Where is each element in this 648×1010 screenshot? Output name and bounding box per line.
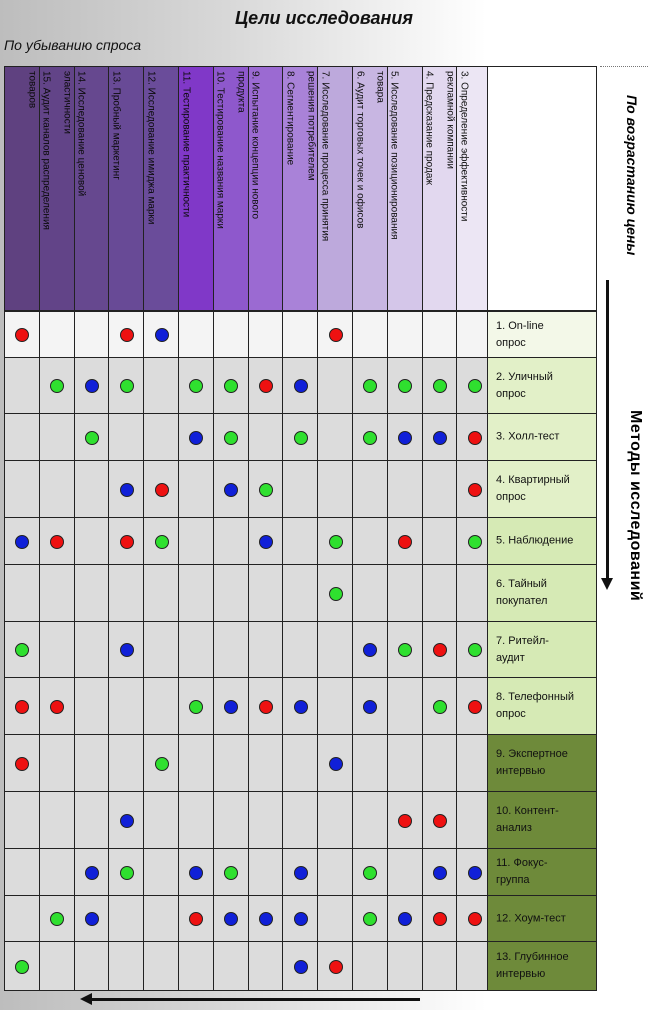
matrix-cell [108, 517, 144, 565]
matrix-cell [282, 895, 318, 942]
green-marker [363, 431, 377, 445]
matrix-cell [178, 848, 214, 896]
red-marker [398, 814, 412, 828]
method-label: 10. Контент- анализ [496, 805, 559, 834]
matrix-cell [74, 848, 110, 896]
matrix-cell [108, 941, 144, 991]
matrix-cell [248, 677, 284, 735]
matrix-cell [143, 941, 179, 991]
matrix-cell [422, 311, 458, 358]
method-row-4 [487, 460, 597, 518]
method-row-11 [487, 848, 597, 896]
red-marker [398, 535, 412, 549]
green-marker [329, 587, 343, 601]
blue-marker [85, 912, 99, 926]
red-marker [155, 483, 169, 497]
matrix-cell [108, 311, 144, 358]
matrix-cell [387, 791, 423, 849]
matrix-cell [143, 564, 179, 622]
matrix-cell [248, 734, 284, 792]
matrix-cell [213, 621, 249, 678]
blue-marker [120, 643, 134, 657]
green-marker [329, 535, 343, 549]
matrix-cell [178, 895, 214, 942]
matrix-cell [317, 564, 353, 622]
matrix-cell [317, 311, 353, 358]
matrix-cell [282, 564, 318, 622]
matrix-cell [387, 621, 423, 678]
price-arrow-line [606, 280, 609, 580]
goal-label: 10. Тестирование названия марки [214, 71, 226, 229]
green-marker [50, 379, 64, 393]
matrix-cell [108, 848, 144, 896]
matrix-cell [108, 564, 144, 622]
matrix-cell [4, 621, 40, 678]
matrix-cell [422, 413, 458, 461]
matrix-cell [74, 791, 110, 849]
matrix-cell [352, 460, 388, 518]
red-marker [259, 700, 273, 714]
goal-label: 7. Исследование процесса принятия решения потребителем [305, 71, 331, 242]
matrix-cell [352, 357, 388, 414]
green-marker [363, 379, 377, 393]
matrix-cell [282, 621, 318, 678]
matrix-cell [282, 413, 318, 461]
goal-label: 8. Сегментирование [284, 71, 296, 166]
method-label: 9. Экспертное интервью [496, 748, 568, 777]
matrix-cell [4, 895, 40, 942]
matrix-cell [387, 895, 423, 942]
blue-marker [363, 700, 377, 714]
goal-label: 13. Пробный маркетинг [110, 71, 122, 180]
matrix-cell [422, 734, 458, 792]
matrix-cell [143, 621, 179, 678]
methods-axis-label: Методы исследований [627, 410, 644, 602]
matrix-cell [352, 848, 388, 896]
red-marker [15, 757, 29, 771]
blue-marker [433, 866, 447, 880]
matrix-cell [387, 677, 423, 735]
green-marker [224, 379, 238, 393]
matrix-cell [143, 895, 179, 942]
matrix-cell [213, 357, 249, 414]
matrix-cell [213, 895, 249, 942]
matrix-cell [248, 564, 284, 622]
matrix-cell [178, 460, 214, 518]
green-marker [259, 483, 273, 497]
matrix-cell [178, 413, 214, 461]
green-marker [189, 379, 203, 393]
blue-marker [294, 866, 308, 880]
red-marker [468, 483, 482, 497]
matrix-cell [248, 941, 284, 991]
blue-marker [189, 866, 203, 880]
method-row-7 [487, 621, 597, 678]
green-marker [398, 379, 412, 393]
matrix-cell [352, 734, 388, 792]
matrix-cell [213, 791, 249, 849]
matrix-cell [213, 460, 249, 518]
matrix-cell [387, 460, 423, 518]
matrix-cell [282, 848, 318, 896]
green-marker [224, 866, 238, 880]
method-row-2 [487, 357, 597, 414]
matrix-cell [387, 848, 423, 896]
matrix-cell [352, 311, 388, 358]
matrix-cell [74, 734, 110, 792]
goal-label: 5. Исследование позиционирования товара [374, 71, 400, 240]
blue-marker [155, 328, 169, 342]
matrix-cell [422, 941, 458, 991]
matrix-cell [248, 357, 284, 414]
matrix-cell [178, 621, 214, 678]
matrix-cell [213, 311, 249, 358]
blue-marker [224, 483, 238, 497]
matrix-cell [352, 895, 388, 942]
matrix-cell [422, 564, 458, 622]
method-label: 2. Уличный опрос [496, 370, 553, 400]
demand-arrow-line [90, 998, 420, 1001]
matrix-cell [143, 517, 179, 565]
matrix-cell [317, 848, 353, 896]
blue-marker [85, 866, 99, 880]
red-marker [15, 700, 29, 714]
blue-marker [294, 379, 308, 393]
matrix-cell [422, 621, 458, 678]
demand-arrow-head-icon [80, 993, 92, 1005]
green-marker [15, 960, 29, 974]
matrix-cell [108, 791, 144, 849]
matrix-cell [387, 311, 423, 358]
matrix-cell [178, 677, 214, 735]
goal-label: 15. Аудит каналов распределения товаров [26, 71, 52, 230]
matrix-cell [39, 413, 75, 461]
matrix-cell [248, 460, 284, 518]
blue-marker [363, 643, 377, 657]
goal-label: 11. Тестирование практичности [179, 71, 191, 218]
matrix-cell [4, 517, 40, 565]
matrix-cell [74, 941, 110, 991]
matrix-cell [108, 895, 144, 942]
red-marker [329, 960, 343, 974]
method-label: 1. On-line опрос [496, 319, 544, 349]
matrix-cell [178, 311, 214, 358]
matrix-cell [178, 357, 214, 414]
matrix-cell [317, 621, 353, 678]
matrix-cell [317, 413, 353, 461]
matrix-cell [213, 848, 249, 896]
method-label: 4. Квартирный опрос [496, 474, 570, 503]
matrix-cell [39, 895, 75, 942]
method-row-9 [487, 734, 597, 792]
matrix-cell [74, 677, 110, 735]
matrix-cell [248, 311, 284, 358]
method-label: 8. Телефонный опрос [496, 691, 574, 720]
matrix-cell [143, 357, 179, 414]
matrix-cell [387, 564, 423, 622]
red-marker [120, 328, 134, 342]
red-marker [50, 700, 64, 714]
matrix-cell [213, 413, 249, 461]
matrix-cell [352, 791, 388, 849]
matrix-cell [317, 895, 353, 942]
matrix-cell [74, 357, 110, 414]
matrix-cell [74, 895, 110, 942]
matrix-cell [74, 460, 110, 518]
matrix-cell [317, 791, 353, 849]
blue-marker [398, 912, 412, 926]
red-marker [189, 912, 203, 926]
matrix-cell [143, 677, 179, 735]
matrix-cell [352, 413, 388, 461]
matrix-cell [317, 460, 353, 518]
goal-label: 6. Аудит торговых точек и офисов [353, 71, 365, 229]
matrix-cell [213, 734, 249, 792]
green-marker [155, 757, 169, 771]
green-marker [224, 431, 238, 445]
matrix-cell [39, 677, 75, 735]
method-row-13 [487, 941, 597, 991]
methods-axis-label-box [626, 410, 648, 650]
red-marker [50, 535, 64, 549]
red-marker [468, 700, 482, 714]
method-label: 5. Наблюдение [496, 534, 574, 547]
green-marker [433, 700, 447, 714]
method-row-1 [487, 311, 597, 358]
matrix-cell [387, 517, 423, 565]
green-marker [363, 866, 377, 880]
matrix-cell [352, 564, 388, 622]
matrix-cell [178, 941, 214, 991]
matrix-cell [387, 734, 423, 792]
blue-marker [120, 814, 134, 828]
goal-header-15 [4, 66, 52, 311]
blue-marker [294, 700, 308, 714]
matrix-cell [39, 621, 75, 678]
green-marker [433, 379, 447, 393]
matrix-cell [39, 517, 75, 565]
green-marker [120, 379, 134, 393]
matrix-cell [387, 357, 423, 414]
green-marker [50, 912, 64, 926]
matrix-cell [248, 413, 284, 461]
matrix-cell [108, 357, 144, 414]
green-marker [120, 866, 134, 880]
matrix-cell [352, 517, 388, 565]
method-row-5 [487, 517, 597, 565]
matrix-cell [4, 357, 40, 414]
method-row-3 [487, 413, 597, 461]
matrix-cell [4, 848, 40, 896]
green-marker [468, 535, 482, 549]
goal-label: 4. Предсказание продаж [423, 71, 435, 186]
matrix-cell [108, 677, 144, 735]
green-marker [363, 912, 377, 926]
green-marker [468, 379, 482, 393]
matrix-cell [39, 734, 75, 792]
matrix-cell [4, 734, 40, 792]
method-label: 13. Глубинное интервью [496, 951, 569, 980]
diagram-title: Цели исследования [235, 8, 413, 28]
green-marker [398, 643, 412, 657]
matrix-cell [74, 413, 110, 461]
red-marker [15, 328, 29, 342]
matrix-cell [422, 357, 458, 414]
matrix-cell [213, 564, 249, 622]
green-marker [15, 643, 29, 657]
red-marker [433, 912, 447, 926]
matrix-cell [143, 791, 179, 849]
price-axis-label-box [616, 95, 646, 270]
method-row-10 [487, 791, 597, 849]
red-marker [259, 379, 273, 393]
price-arrow-head-icon [601, 578, 613, 590]
blue-marker [398, 431, 412, 445]
matrix-cell [4, 413, 40, 461]
matrix-cell [422, 791, 458, 849]
goal-label: 9. Испытание концепции нового продукта [235, 71, 261, 220]
matrix-cell [143, 734, 179, 792]
blue-marker [259, 912, 273, 926]
matrix-cell [74, 517, 110, 565]
matrix-cell [178, 734, 214, 792]
matrix-cell [4, 677, 40, 735]
blue-marker [224, 700, 238, 714]
matrix-cell [178, 564, 214, 622]
blue-marker [294, 912, 308, 926]
blue-marker [329, 757, 343, 771]
matrix-cell [39, 460, 75, 518]
matrix-cell [248, 895, 284, 942]
matrix-cell [178, 517, 214, 565]
matrix-cell [108, 460, 144, 518]
matrix-cell [282, 311, 318, 358]
red-marker [120, 535, 134, 549]
method-row-12 [487, 895, 597, 942]
green-marker [85, 431, 99, 445]
method-row-6 [487, 564, 597, 622]
method-label: 7. Ритейл- аудит [496, 634, 549, 664]
matrix-cell [74, 311, 110, 358]
matrix-cell [282, 460, 318, 518]
matrix-cell [143, 413, 179, 461]
method-label: 3. Холл-тест [496, 430, 560, 443]
matrix-cell [4, 311, 40, 358]
matrix-cell [4, 460, 40, 518]
matrix-cell [387, 413, 423, 461]
matrix-cell [213, 677, 249, 735]
matrix-cell [422, 460, 458, 518]
goal-label: 3. Определение эффективности рекламной компании [444, 71, 470, 222]
blue-marker [189, 431, 203, 445]
matrix-cell [387, 941, 423, 991]
matrix-cell [39, 311, 75, 358]
price-axis-label: По возрастанию цены [624, 95, 640, 256]
blue-marker [259, 535, 273, 549]
matrix-cell [282, 357, 318, 414]
matrix-cell [39, 941, 75, 991]
matrix-cell [143, 460, 179, 518]
red-marker [329, 328, 343, 342]
matrix-cell [213, 941, 249, 991]
blue-marker [294, 960, 308, 974]
method-label: 12. Хоум-тест [496, 912, 566, 924]
blue-marker [85, 379, 99, 393]
goal-label: 14. Исследование ценовой эластичности [61, 71, 87, 197]
corner-cell [487, 66, 597, 311]
red-marker [468, 431, 482, 445]
green-marker [294, 431, 308, 445]
matrix-cell [74, 564, 110, 622]
matrix-cell [422, 895, 458, 942]
method-label: 6. Тайный покупател [496, 578, 548, 607]
matrix-cell [422, 517, 458, 565]
matrix-cell [248, 791, 284, 849]
matrix-cell [39, 357, 75, 414]
matrix-cell [352, 621, 388, 678]
green-marker [189, 700, 203, 714]
matrix-cell [317, 734, 353, 792]
matrix-cell [422, 677, 458, 735]
green-marker [155, 535, 169, 549]
matrix-cell [4, 564, 40, 622]
red-marker [433, 643, 447, 657]
matrix-cell [143, 311, 179, 358]
matrix-cell [352, 941, 388, 991]
matrix-cell [4, 791, 40, 849]
matrix-cell [317, 941, 353, 991]
matrix-cell [39, 564, 75, 622]
matrix-cell [74, 621, 110, 678]
blue-marker [433, 431, 447, 445]
matrix-cell [317, 517, 353, 565]
matrix-cell [422, 848, 458, 896]
matrix-cell [143, 848, 179, 896]
matrix-cell [248, 848, 284, 896]
blue-marker [120, 483, 134, 497]
matrix-cell [108, 734, 144, 792]
matrix-cell [248, 517, 284, 565]
matrix-cell [108, 413, 144, 461]
matrix-cell [213, 517, 249, 565]
red-marker [433, 814, 447, 828]
method-label: 11. Фокус- группа [496, 857, 548, 886]
matrix-cell [282, 941, 318, 991]
matrix-cell [39, 848, 75, 896]
blue-marker [468, 866, 482, 880]
blue-marker [15, 535, 29, 549]
matrix-cell [178, 791, 214, 849]
demand-axis-label: По убыванию спроса [4, 37, 142, 53]
matrix-cell [282, 677, 318, 735]
red-marker [468, 912, 482, 926]
goal-label: 12. Исследование имиджа марки [145, 71, 157, 225]
matrix-cell [282, 734, 318, 792]
matrix-cell [317, 357, 353, 414]
matrix-cell [248, 621, 284, 678]
matrix-cell [352, 677, 388, 735]
matrix-cell [108, 621, 144, 678]
matrix-cell [4, 941, 40, 991]
matrix-cell [282, 517, 318, 565]
blue-marker [224, 912, 238, 926]
matrix-cell [282, 791, 318, 849]
method-row-8 [487, 677, 597, 735]
matrix-cell [39, 791, 75, 849]
matrix-cell [317, 677, 353, 735]
green-marker [468, 643, 482, 657]
